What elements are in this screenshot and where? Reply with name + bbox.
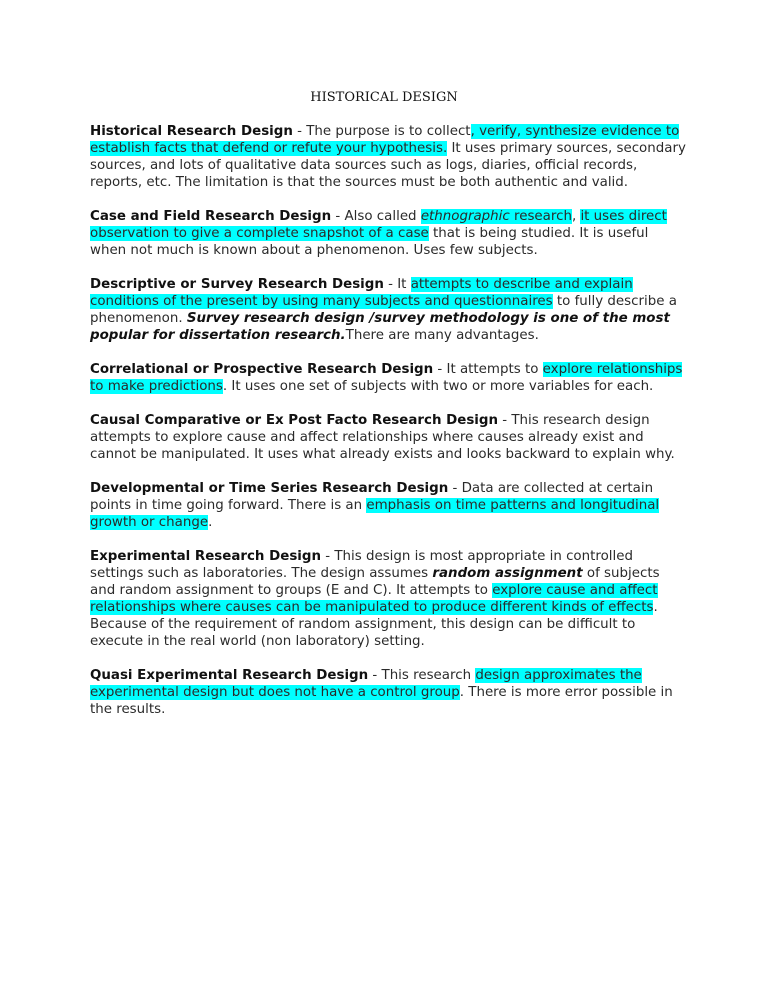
body-text: There are many advantages. [345,328,539,343]
emphasis-text: Survey research design /survey methodology is one of the most popular for dissertation research. [90,311,670,343]
highlighted-text: , verify, synthesize evidence to establish facts that defend or refute your hypothesis. [90,124,680,156]
page-title: HISTORICAL DESIGN [310,90,458,105]
body-text: of subjects and random assignment to groups (E and C). It attempts to [90,566,660,598]
section-paragraph [90,208,686,259]
section-paragraph [90,361,686,395]
body-text: - Data are collected at certain points in time going forward. There is an [90,481,654,513]
body-text: - It [383,277,411,292]
section-paragraph [90,123,686,191]
section-term: Descriptive or Survey Research Design [90,277,384,292]
section-paragraph [90,480,686,531]
body-text: - The purpose is to collect [292,124,471,139]
section-term: Historical Research Design [90,124,293,139]
section-paragraph [90,667,686,718]
body-text: - Also called [331,209,421,224]
body-text: It uses primary sources, secondary sources, and lots of qualitative data sources such as logs, diaries, official records, reports, etc. The limitation is that the sources must be both authentic and valid. [90,141,686,190]
section-term: Correlational or Prospective Research Design [90,362,434,377]
section-term: Causal Comparative or Ex Post Facto Research Design [90,413,499,428]
section-term: Experimental Research Design [90,549,321,564]
body-text: , [571,209,581,224]
highlighted-text: attempts to describe and explain conditions of the present by using many subjects and questionnaires [90,277,633,309]
highlighted-italic-text: ethnographic [420,209,510,224]
body-text: that is being studied. It is useful when not much is known about a phenomenon. Uses few subjects. [90,226,649,258]
section-term: Quasi Experimental Research Design [90,668,369,683]
body-text: . It uses one set of subjects with two or more variables for each. [222,379,654,394]
highlighted-text: emphasis on time patterns and longitudinal growth or change [90,498,660,530]
section-term: Case and Field Research Design [90,209,332,224]
section-term: Developmental or Time Series Research Design [90,481,449,496]
document-body [90,123,686,735]
body-text: . [208,515,213,530]
highlighted-text: it uses direct observation to give a complete snapshot of a case [90,209,667,241]
body-text: - It attempts to [433,362,543,377]
body-text: - This research [368,668,476,683]
body-text: . Because of the requirement of random assignment, this design can be difficult to execute in the real world (non laboratory) setting. [90,600,658,649]
body-text: - This research design attempts to explore cause and affect relationships where causes already exist and cannot be manipulated. It uses what already exists and looks backward to explain why. [90,413,675,462]
body-text: to fully describe a phenomenon. [90,294,677,326]
emphasis-text: random assignment [432,566,583,581]
highlighted-text: research [509,209,572,224]
body-text: - This design is most appropriate in controlled settings such as laboratories. The design assumes [90,549,633,581]
highlighted-text: design approximates the experimental design but does not have a control group [90,668,642,700]
highlighted-text: explore cause and affect relationships where causes can be manipulated to produce different kinds of effects [90,583,658,615]
section-paragraph [90,412,686,463]
highlighted-text: explore relationships to make predictions [90,362,683,394]
section-paragraph [90,276,686,344]
section-paragraph [90,548,686,650]
body-text: . There is more error possible in the results. [90,685,673,717]
